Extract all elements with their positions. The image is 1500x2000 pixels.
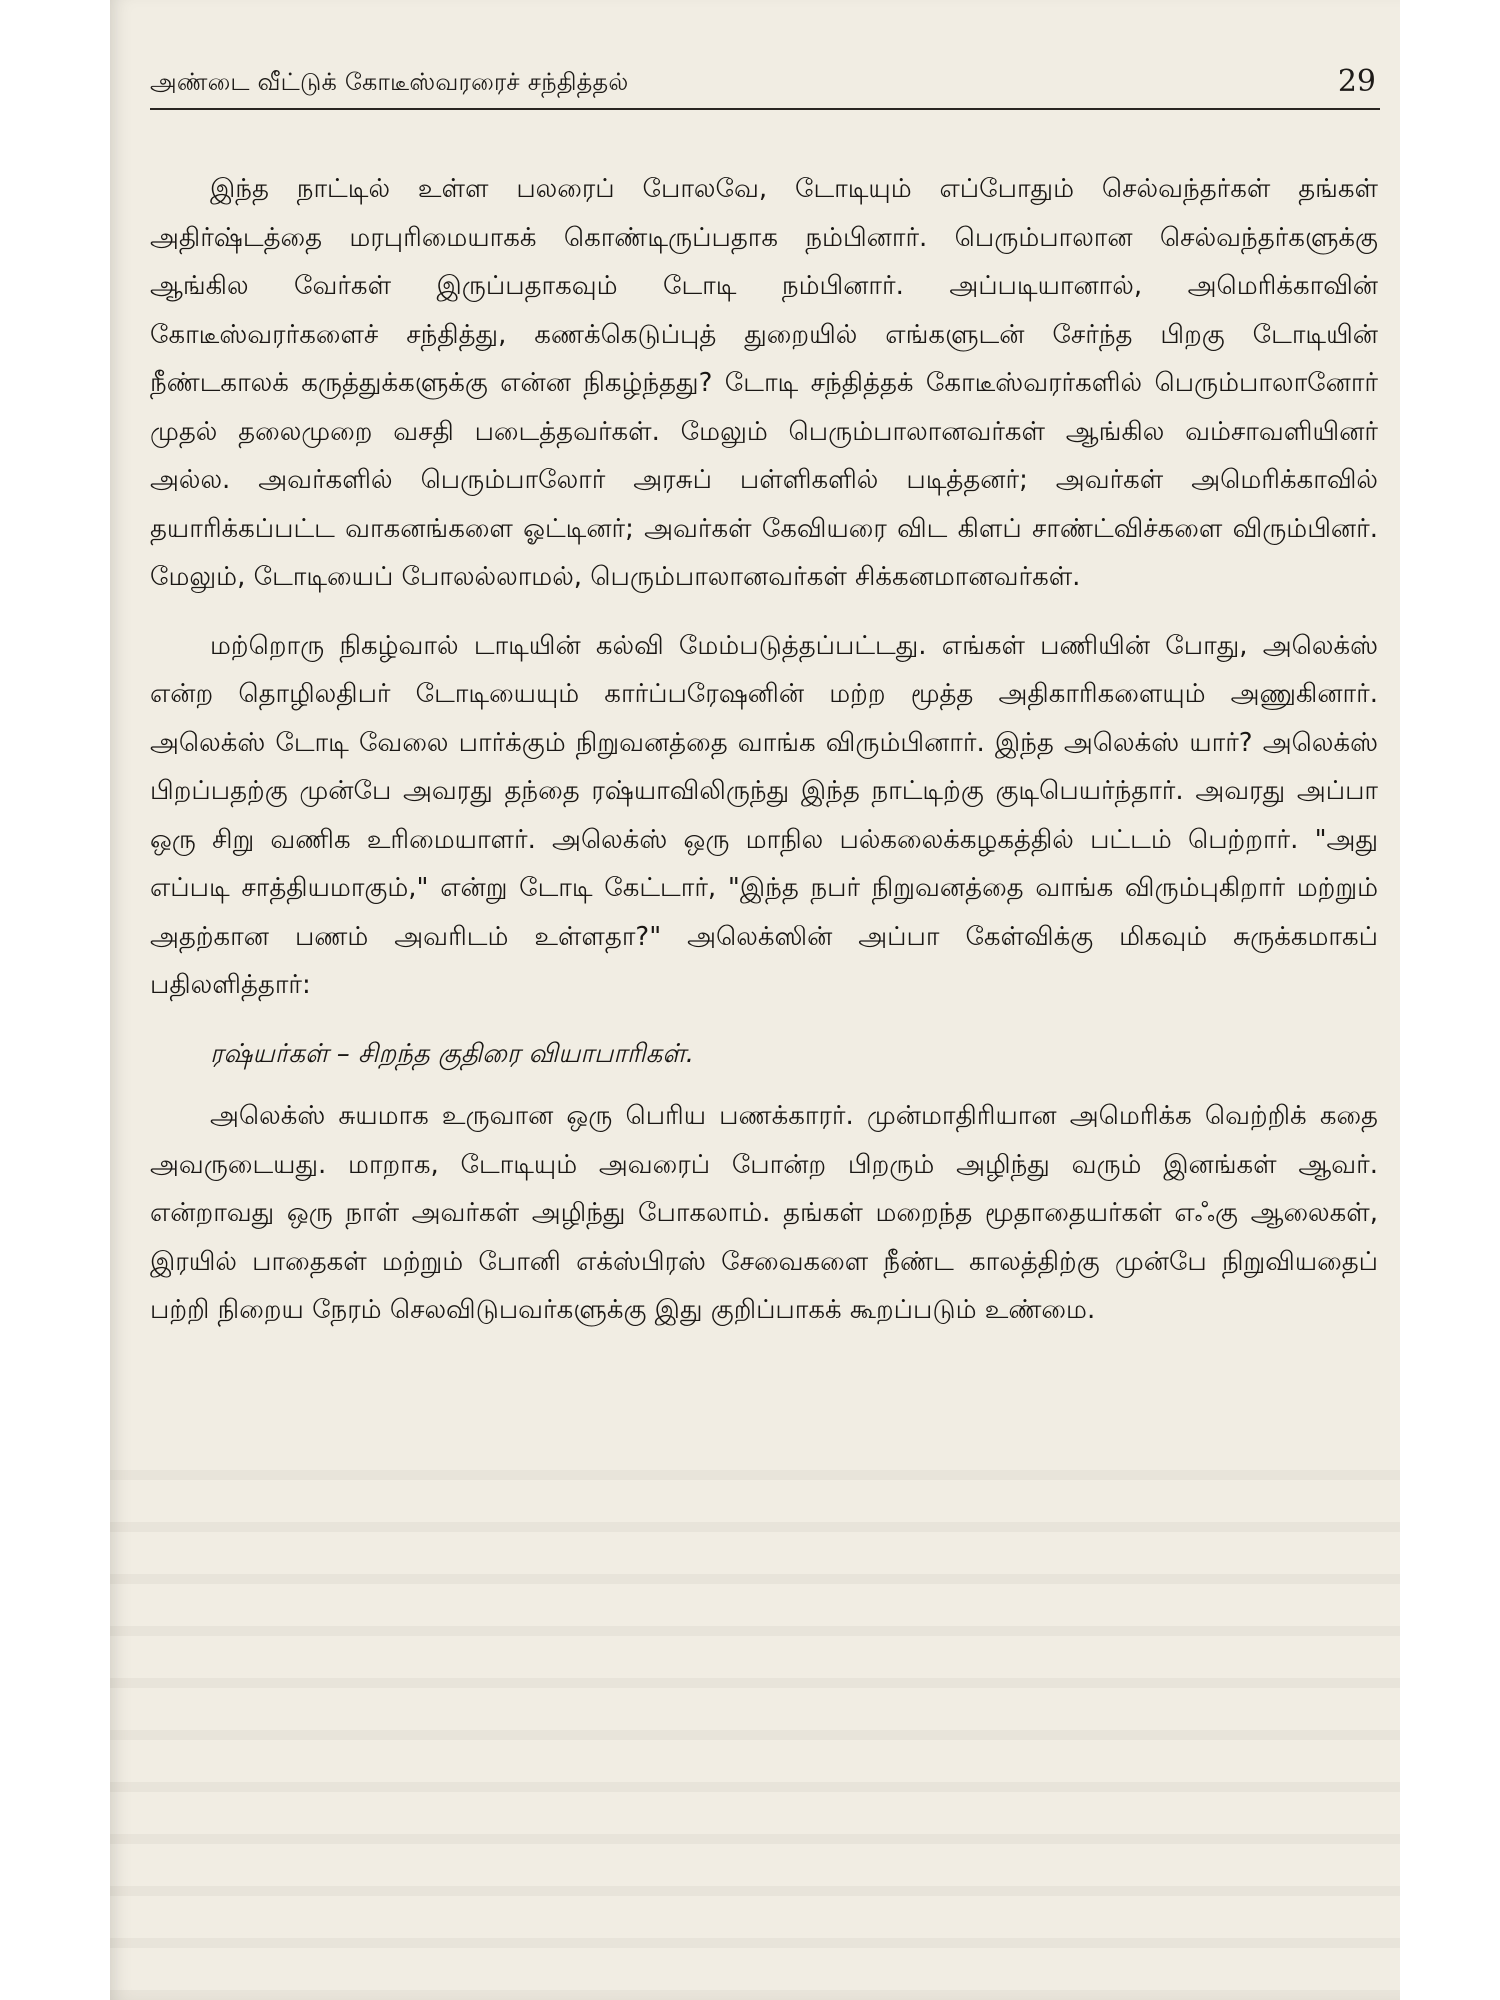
quoted-saying: ரஷ்யர்கள் – சிறந்த குதிரை வியாபாரிகள். [210, 1038, 694, 1069]
show-through-text-background [110, 1440, 1400, 2000]
paragraph-2: மற்றொரு நிகழ்வால் டாடியின் கல்வி மேம்படுத்தப்பட்டது. எங்கள் பணியின் போது, அலெக்ஸ் என்ற தொழிலதிபர் டோடியையும் கார்ப்பரேஷனின் மற்ற மூத்த அதிகாரிகளையும் அணுகினார். அலெக்ஸ் டோடி வேலை பார்க்கும் நிறுவனத்தை வாங்க விரும்பினார். இந்த அலெக்ஸ் யார்? அலெக்ஸ் பிறப்பதற்கு முன்பே அவரது தந்தை ரஷ்யாவிலிருந்து இந்த நாட்டிற்கு குடிபெயர்ந்தார். அவரது அப்பா ஒரு சிறு வணிக உரிமையாளர். அலெக்ஸ் ஒரு மாநில பல்கலைக்கழகத்தில் பட்டம் பெற்றார். "அது எப்படி சாத்தியமாகும்," என்று டோடி கேட்டார், "இந்த நபர் நிறுவனத்தை வாங்க விரும்புகிறார் மற்றும் அதற்கான பணம் அவரிடம் உள்ளதா?" அலெக்ஸின் அப்பா கேள்விக்கு மிகவும் சுருக்கமாகப் பதிலளித்தார்: [150, 630, 1378, 1000]
paragraph-3: அலெக்ஸ் சுயமாக உருவான ஒரு பெரிய பணக்காரர். முன்மாதிரியான அமெரிக்க வெற்றிக் கதை அவருடையது. மாறாக, டோடியும் அவரைப் போன்ற பிறரும் அழிந்து வரும் இனங்கள் ஆவர். என்றாவது ஒரு நாள் அவர்கள் அழிந்து போகலாம். தங்கள் மறைந்த மூதாதையர்கள் எஃகு ஆலைகள், இரயில் பாதைகள் மற்றும் போனி எக்ஸ்பிரஸ் சேவைகளை நீண்ட காலத்திற்கு முன்பே நிறுவியதைப் பற்றி நிறைய நேரம் செலவிடுபவர்களுக்கு இது குறிப்பாகக் கூறப்படும் உண்மை. [150, 1101, 1378, 1325]
page-number: 29 [1337, 64, 1376, 99]
body-text [150, 165, 1378, 1355]
running-head-title: அண்டை வீட்டுக் கோடீஸ்வரரைச் சந்தித்தல் [150, 68, 629, 96]
paragraph-1: இந்த நாட்டில் உள்ள பலரைப் போலவே, டோடியும் எப்போதும் செல்வந்தர்கள் தங்கள் அதிர்ஷ்டத்தை மரபுரிமையாகக் கொண்டிருப்பதாக நம்பினார். பெரும்பாலான செல்வந்தர்களுக்கு ஆங்கில வேர்கள் இருப்பதாகவும் டோடி நம்பினார். அப்படியானால், அமெரிக்காவின் கோடீஸ்வரர்களைச் சந்தித்து, கணக்கெடுப்புத் துறையில் எங்களுடன் சேர்ந்த பிறகு டோடியின் நீண்டகாலக் கருத்துக்களுக்கு என்ன நிகழ்ந்தது? டோடி சந்தித்தக் கோடீஸ்வரர்களில் பெரும்பாலானோர் முதல் தலைமுறை வசதி படைத்தவர்கள். மேலும் பெரும்பாலானவர்கள் ஆங்கில வம்சாவளியினர் அல்ல. அவர்களில் பெரும்பாலோர் அரசுப் பள்ளிகளில் படித்தனர்; அவர்கள் அமெரிக்காவில் தயாரிக்கப்பட்ட வாகனங்களை ஓட்டினர்; அவர்கள் கேவியரை விட கிளப் சாண்ட்விச்களை விரும்பினர். மேலும், டோடியைப் போலல்லாமல், பெரும்பாலானவர்கள் சிக்கனமானவர்கள். [150, 174, 1378, 592]
book-page [110, 0, 1400, 2000]
running-head [150, 64, 1380, 110]
